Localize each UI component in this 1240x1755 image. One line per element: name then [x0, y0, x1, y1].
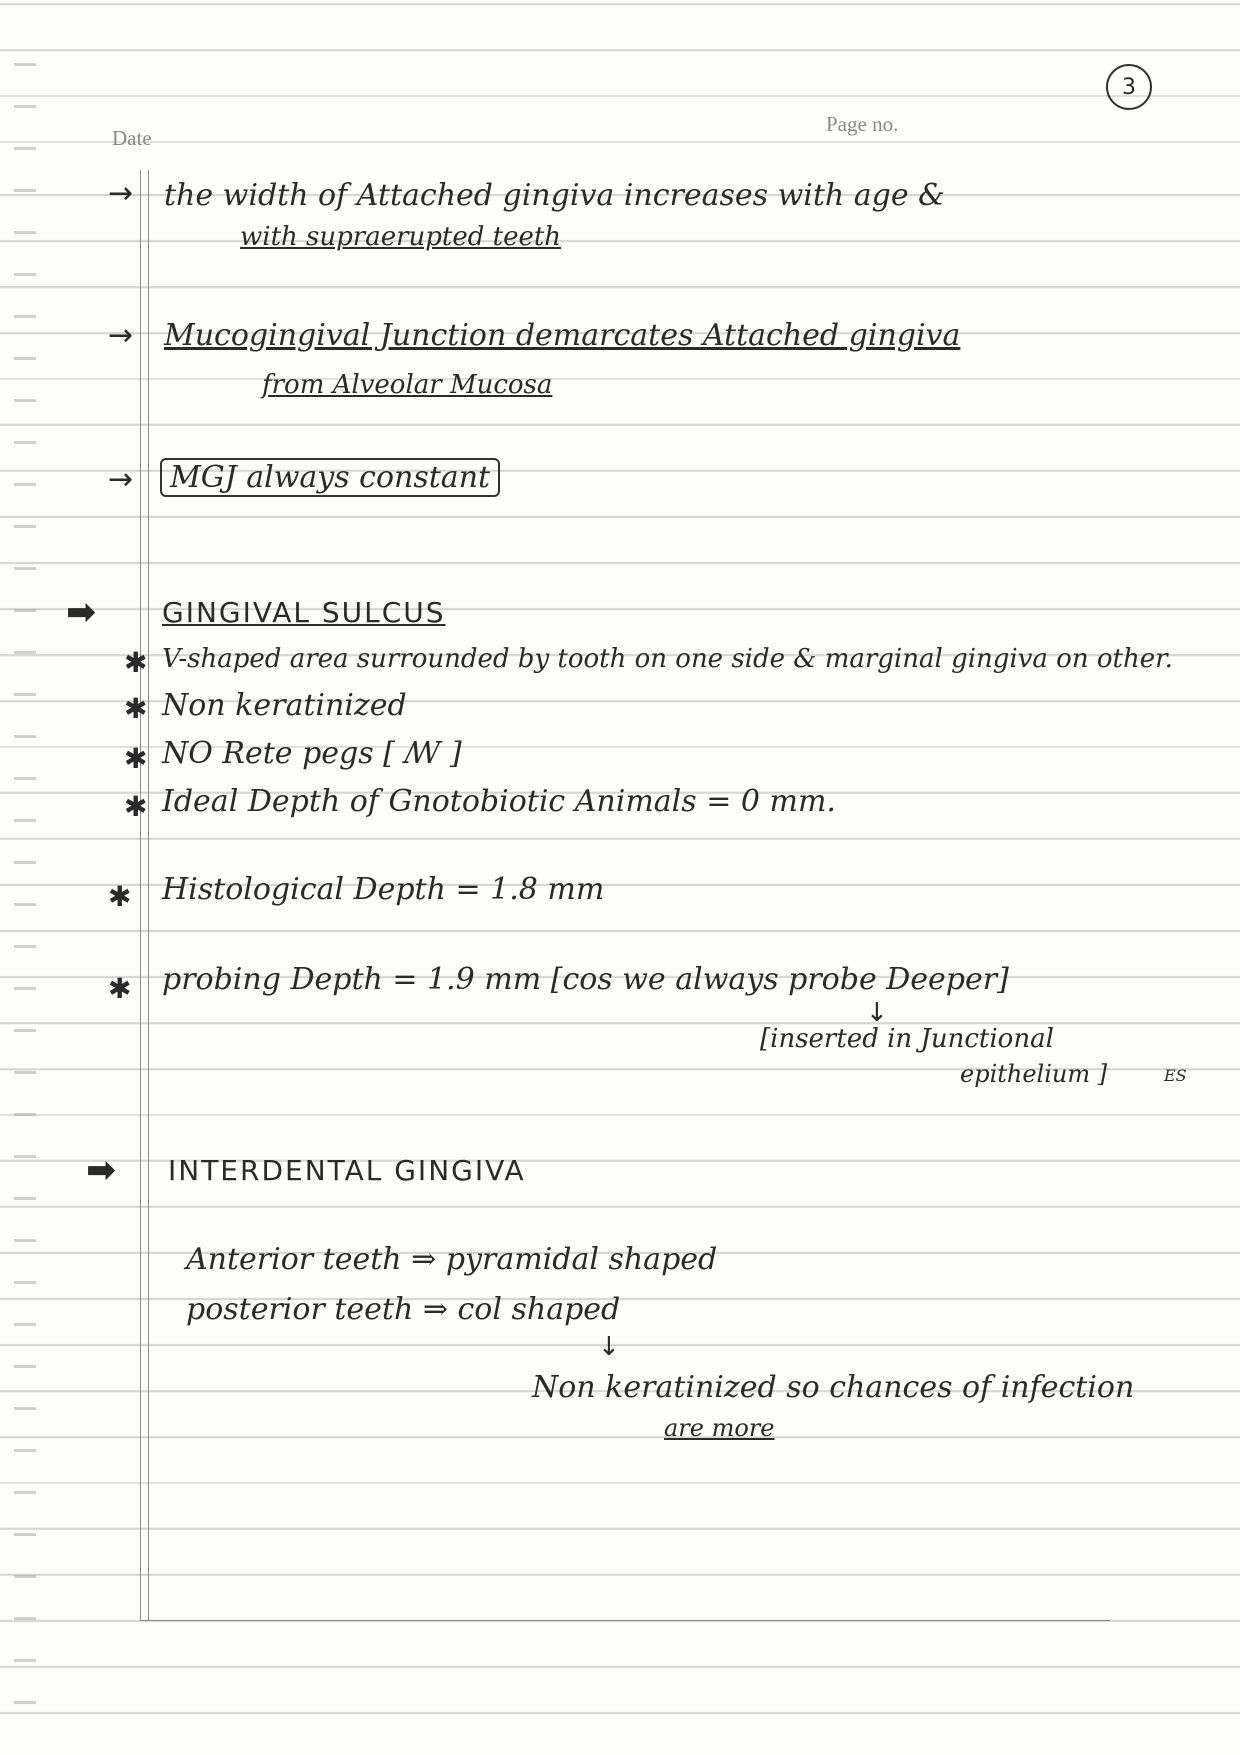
note-inserted-junctional: [inserted in Junctional [760, 1024, 1054, 1054]
asterisk-icon: ✱ [108, 972, 132, 1005]
date-label: Date [112, 126, 152, 150]
interdental-are-more: are more [664, 1414, 775, 1442]
asterisk-icon: ✱ [124, 692, 148, 725]
bold-arrow-icon: ➡ [66, 592, 97, 633]
bold-arrow-icon: ➡ [86, 1150, 117, 1191]
margin-line-inner [148, 170, 149, 1620]
initials: ES [1164, 1066, 1187, 1085]
sulcus-item-v-shaped: V-shaped area surrounded by tooth on one side & marginal gingiva on other. [162, 644, 1173, 674]
margin-line [140, 170, 141, 1620]
asterisk-icon: ✱ [124, 646, 148, 679]
note-from-alveolar-mucosa: from Alveolar Mucosa [262, 370, 553, 400]
note-supraerupted: with supraerupted teeth [240, 222, 562, 252]
asterisk-icon: ✱ [124, 790, 148, 823]
asterisk-icon: ✱ [124, 742, 148, 775]
right-arrow-icon: → [108, 462, 134, 497]
note-epithelium: epithelium ] [960, 1060, 1108, 1088]
spiral-binding-holes [14, 30, 36, 1730]
sulcus-item-ideal-depth: Ideal Depth of Gnotobiotic Animals = 0 mm. [162, 784, 836, 819]
interdental-posterior: posterior teeth ⇒ col shaped [186, 1292, 621, 1327]
note-attached-width: the width of Attached gingiva increases with age & [164, 178, 945, 213]
mgj-constant-box: MGJ always constant [160, 458, 500, 497]
interdental-anterior: Anterior teeth ⇒ pyramidal shaped [186, 1242, 718, 1277]
down-arrow-icon: ↓ [598, 1332, 620, 1362]
sulcus-item-non-keratinized: Non keratinized [162, 688, 407, 723]
heading-gingival-sulcus: GINGIVAL SULCUS [162, 596, 446, 629]
interdental-conclusion: Non keratinized so chances of infection [532, 1370, 1135, 1405]
note-mgj-constant [160, 460, 500, 495]
heading-interdental-gingiva: INTERDENTAL GINGIVA [168, 1154, 526, 1187]
asterisk-icon: ✱ [108, 880, 132, 913]
page-no-label: Page no. [826, 112, 899, 136]
right-arrow-icon: → [108, 318, 134, 353]
right-arrow-icon: → [108, 176, 134, 211]
down-arrow-icon: ↓ [866, 998, 888, 1028]
page-bottom-rule [140, 1620, 1110, 1621]
sulcus-item-probing-depth: probing Depth = 1.9 mm [cos we always probe Deeper] [162, 962, 1009, 997]
sulcus-item-no-rete-pegs: NO Rete pegs [ ꟿ ] [162, 736, 462, 771]
note-mgj-demarcates: Mucogingival Junction demarcates Attached gingiva [164, 318, 961, 353]
page-number: 3 [1106, 64, 1152, 110]
sulcus-item-histological-depth: Histological Depth = 1.8 mm [162, 872, 605, 907]
